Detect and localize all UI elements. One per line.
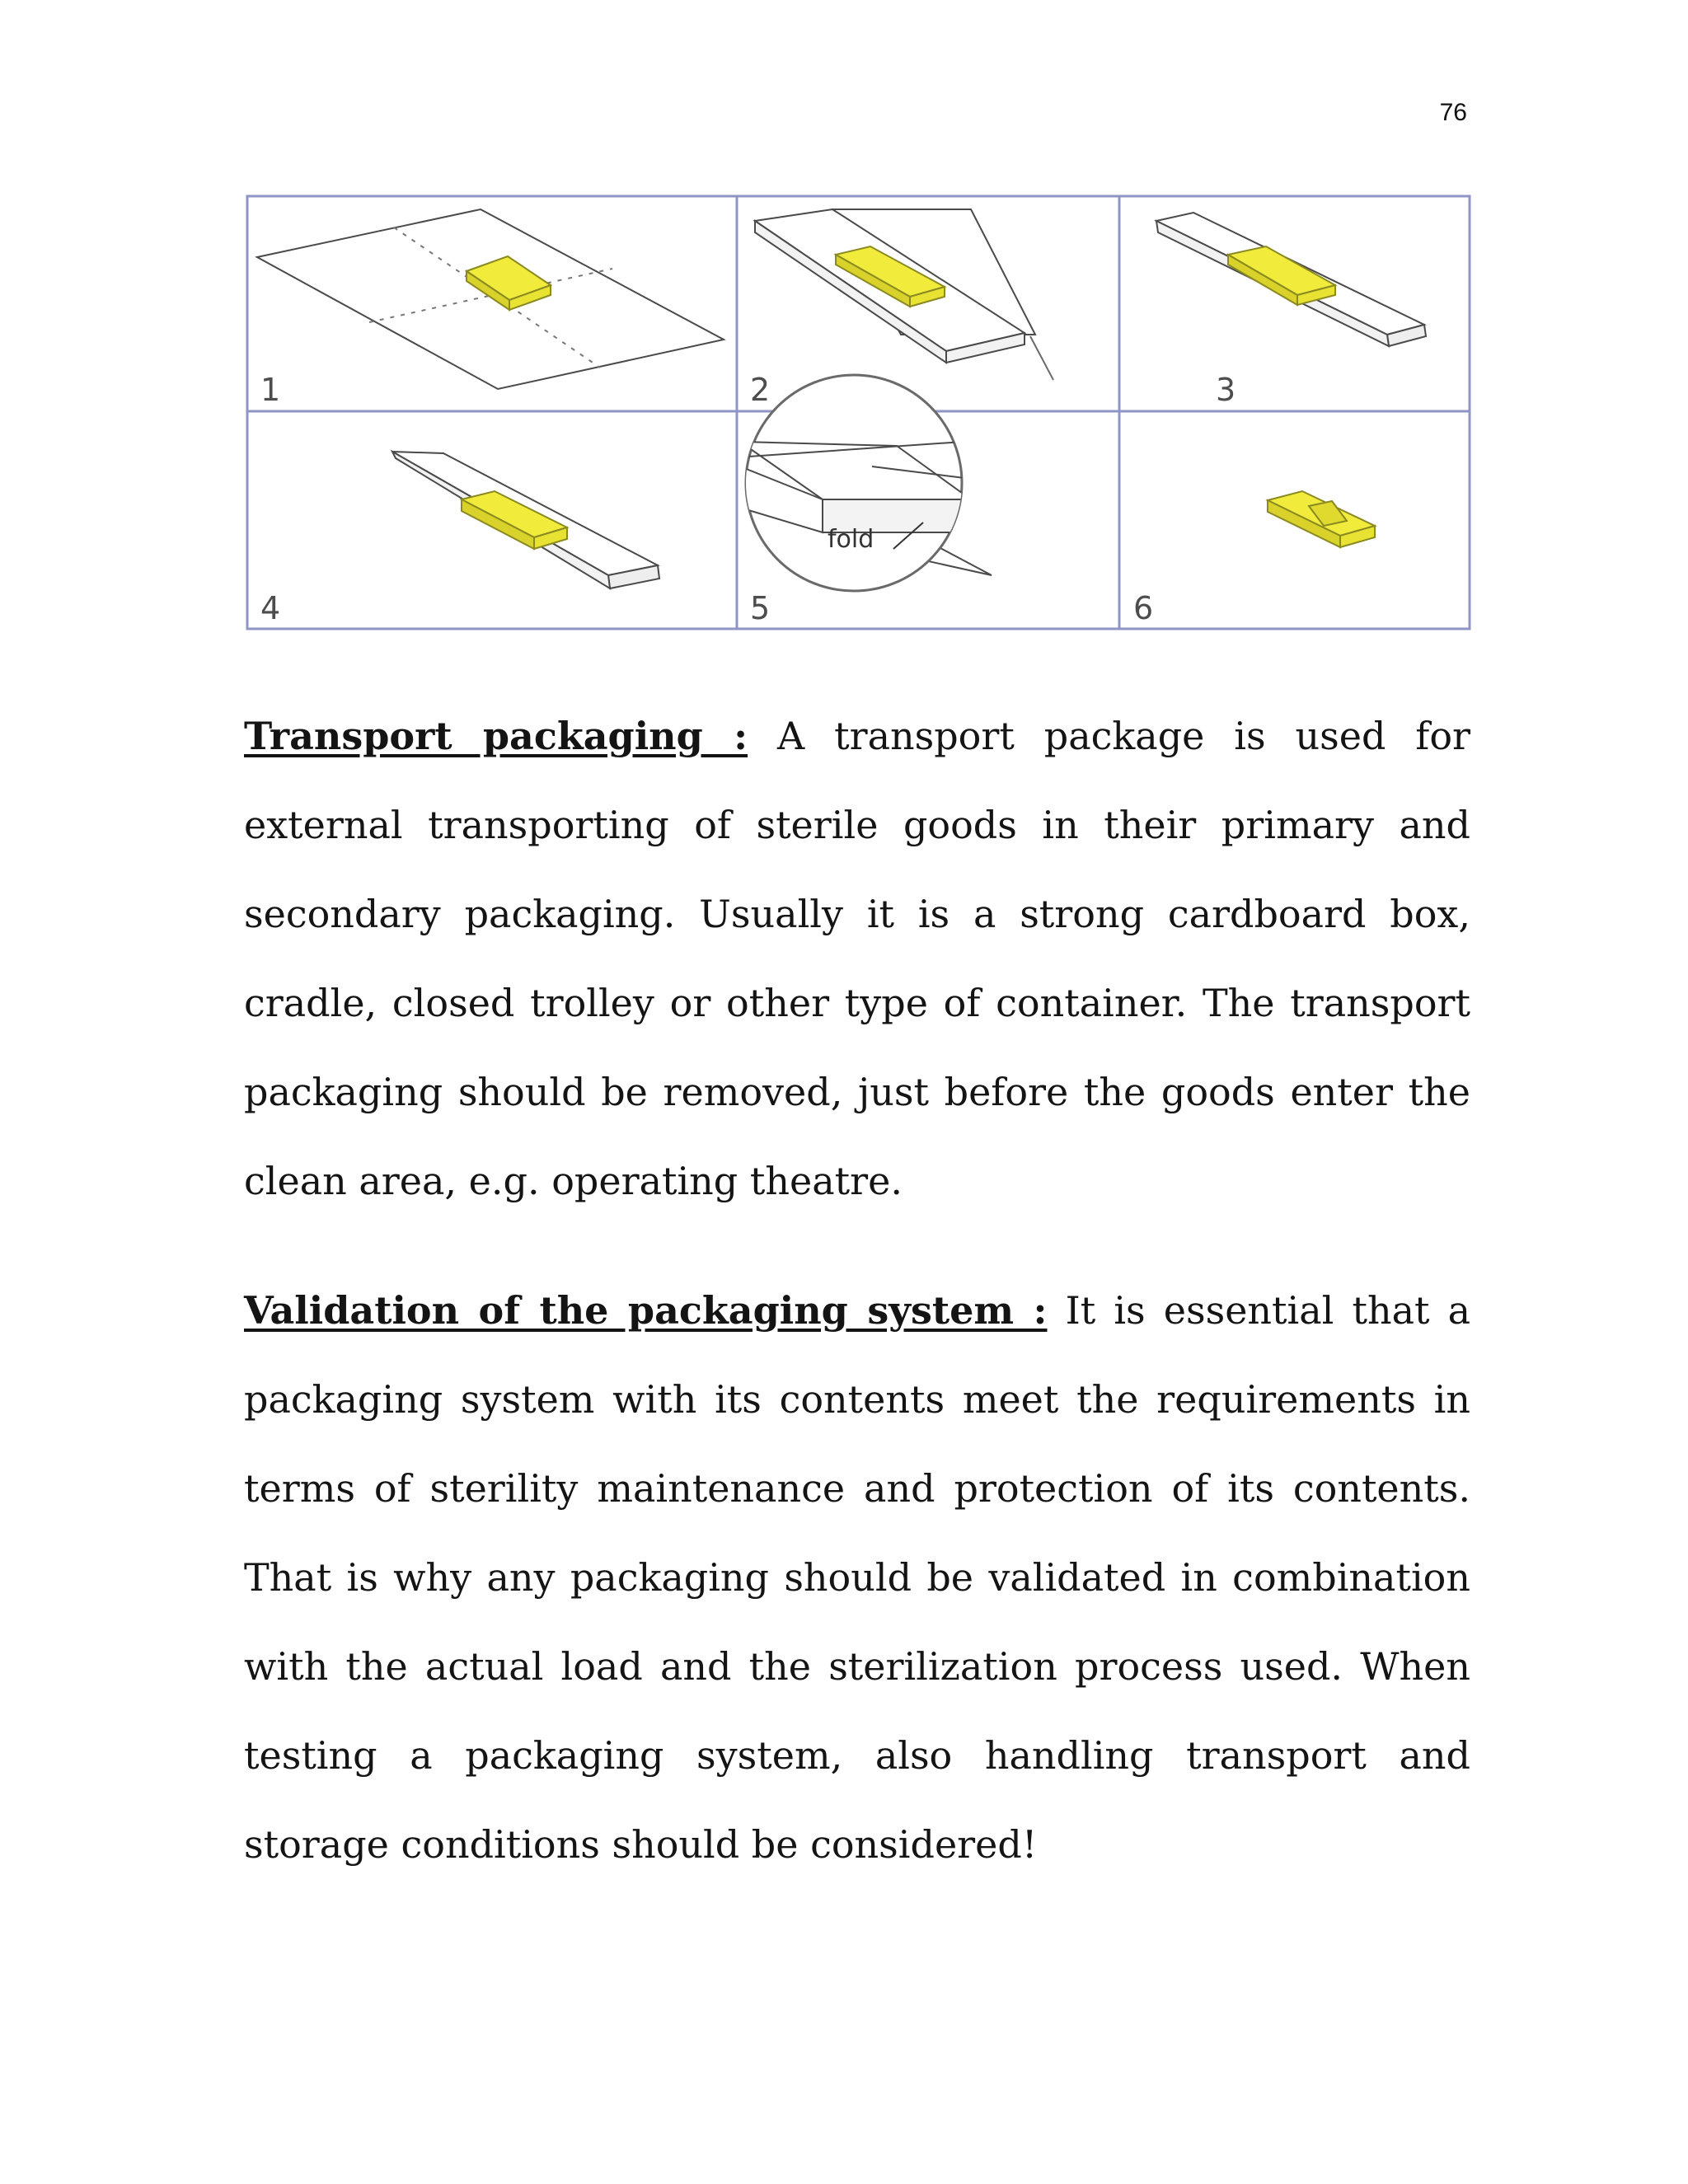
fold-label: fold [828, 525, 874, 554]
validation-text: It is essential that a packaging system with its contents meet the requirements in terms of sterility maintenance and protection of its contents. That is why any packaging should be validated in combination with the actual load and the sterilization process used. When testing a packaging system, also handling transport and storage conditions should be considered! [244, 1288, 1471, 1867]
page-number: 76 [1439, 99, 1467, 126]
panel-number-2: 2 [750, 372, 771, 408]
transport-packaging-heading: Transport packaging : [244, 714, 748, 758]
transport-packaging-paragraph [244, 691, 1470, 1226]
transport-packaging-text: A transport package is used for external transporting of sterile goods in their primary and secondary packaging. Usually it is a strong cardboard box, cradle, closed trolley or other type of container. The transport packaging should be removed, just before the goods enter the clean area, e.g. operating theatre. [244, 714, 1470, 1203]
validation-heading: Validation of the packaging system : [244, 1288, 1048, 1333]
panel-number-5: 5 [750, 590, 771, 626]
fold-steps-illustration [246, 194, 1471, 630]
panel-number-6: 6 [1133, 590, 1154, 626]
packaging-fold-figure [246, 194, 1471, 630]
panel-number-1: 1 [260, 372, 281, 408]
panel-number-3: 3 [1216, 372, 1236, 408]
panel-number-4: 4 [260, 590, 281, 626]
validation-paragraph [244, 1266, 1470, 1889]
